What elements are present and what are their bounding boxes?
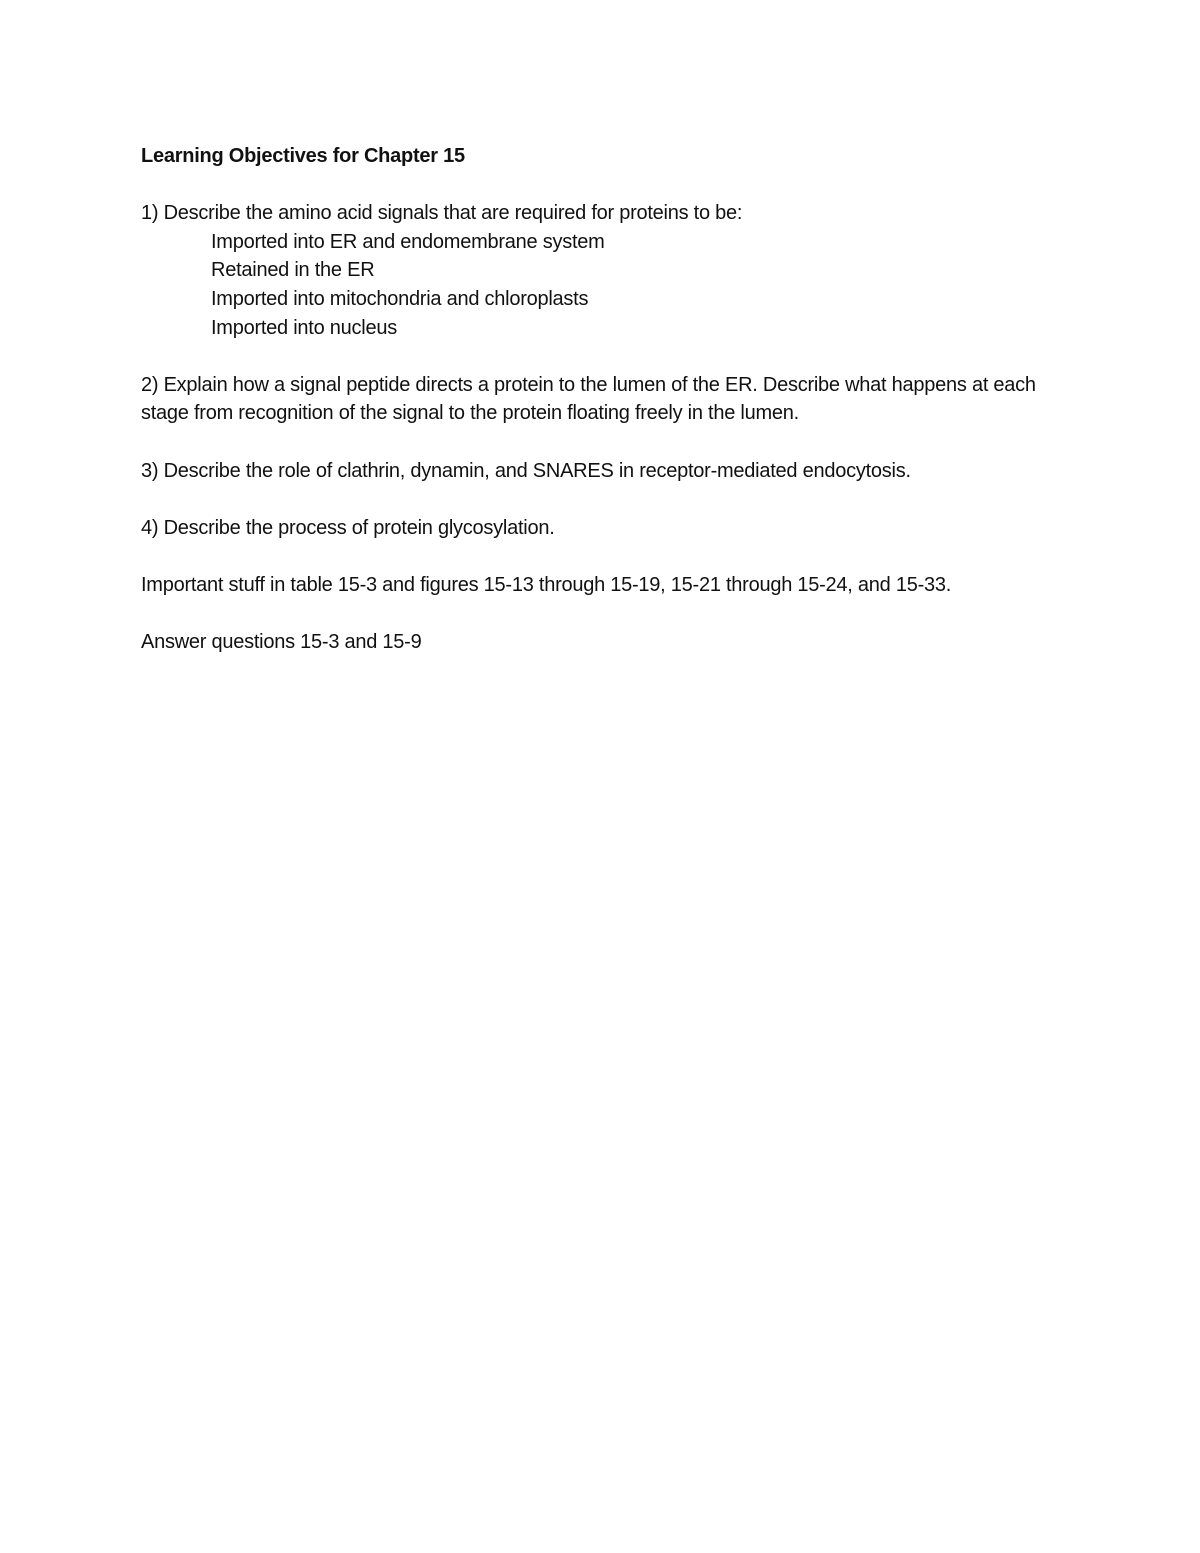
list-item: Retained in the ER: [211, 259, 375, 282]
objective-1-intro: 1) Describe the amino acid signals that are required for proteins to be:: [141, 202, 743, 225]
objective-1-list: [141, 228, 1081, 342]
objective-1: [141, 199, 1081, 342]
list-item: Imported into mitochondria and chloroplasts: [211, 287, 589, 310]
objective-4: 4) Describe the process of protein glycosylation.: [141, 516, 555, 539]
list-item: Imported into nucleus: [211, 316, 397, 339]
important-note: Important stuff in table 15-3 and figures 15-13 through 15-19, 15-21 through 15-24, and 15-33.: [141, 573, 952, 596]
objective-2: 2) Explain how a signal peptide directs a protein to the lumen of the ER. Describe what happens at each stage from recognition of the signal to the protein floating freely in the lumen.: [141, 373, 1036, 425]
document-title: Learning Objectives for Chapter 15: [141, 145, 465, 167]
answer-note: Answer questions 15-3 and 15-9: [141, 631, 422, 654]
objective-3: 3) Describe the role of clathrin, dynamin, and SNARES in receptor-mediated endocytosis.: [141, 459, 911, 482]
list-item: Imported into ER and endomembrane system: [211, 230, 605, 253]
document-content: [141, 142, 1081, 685]
